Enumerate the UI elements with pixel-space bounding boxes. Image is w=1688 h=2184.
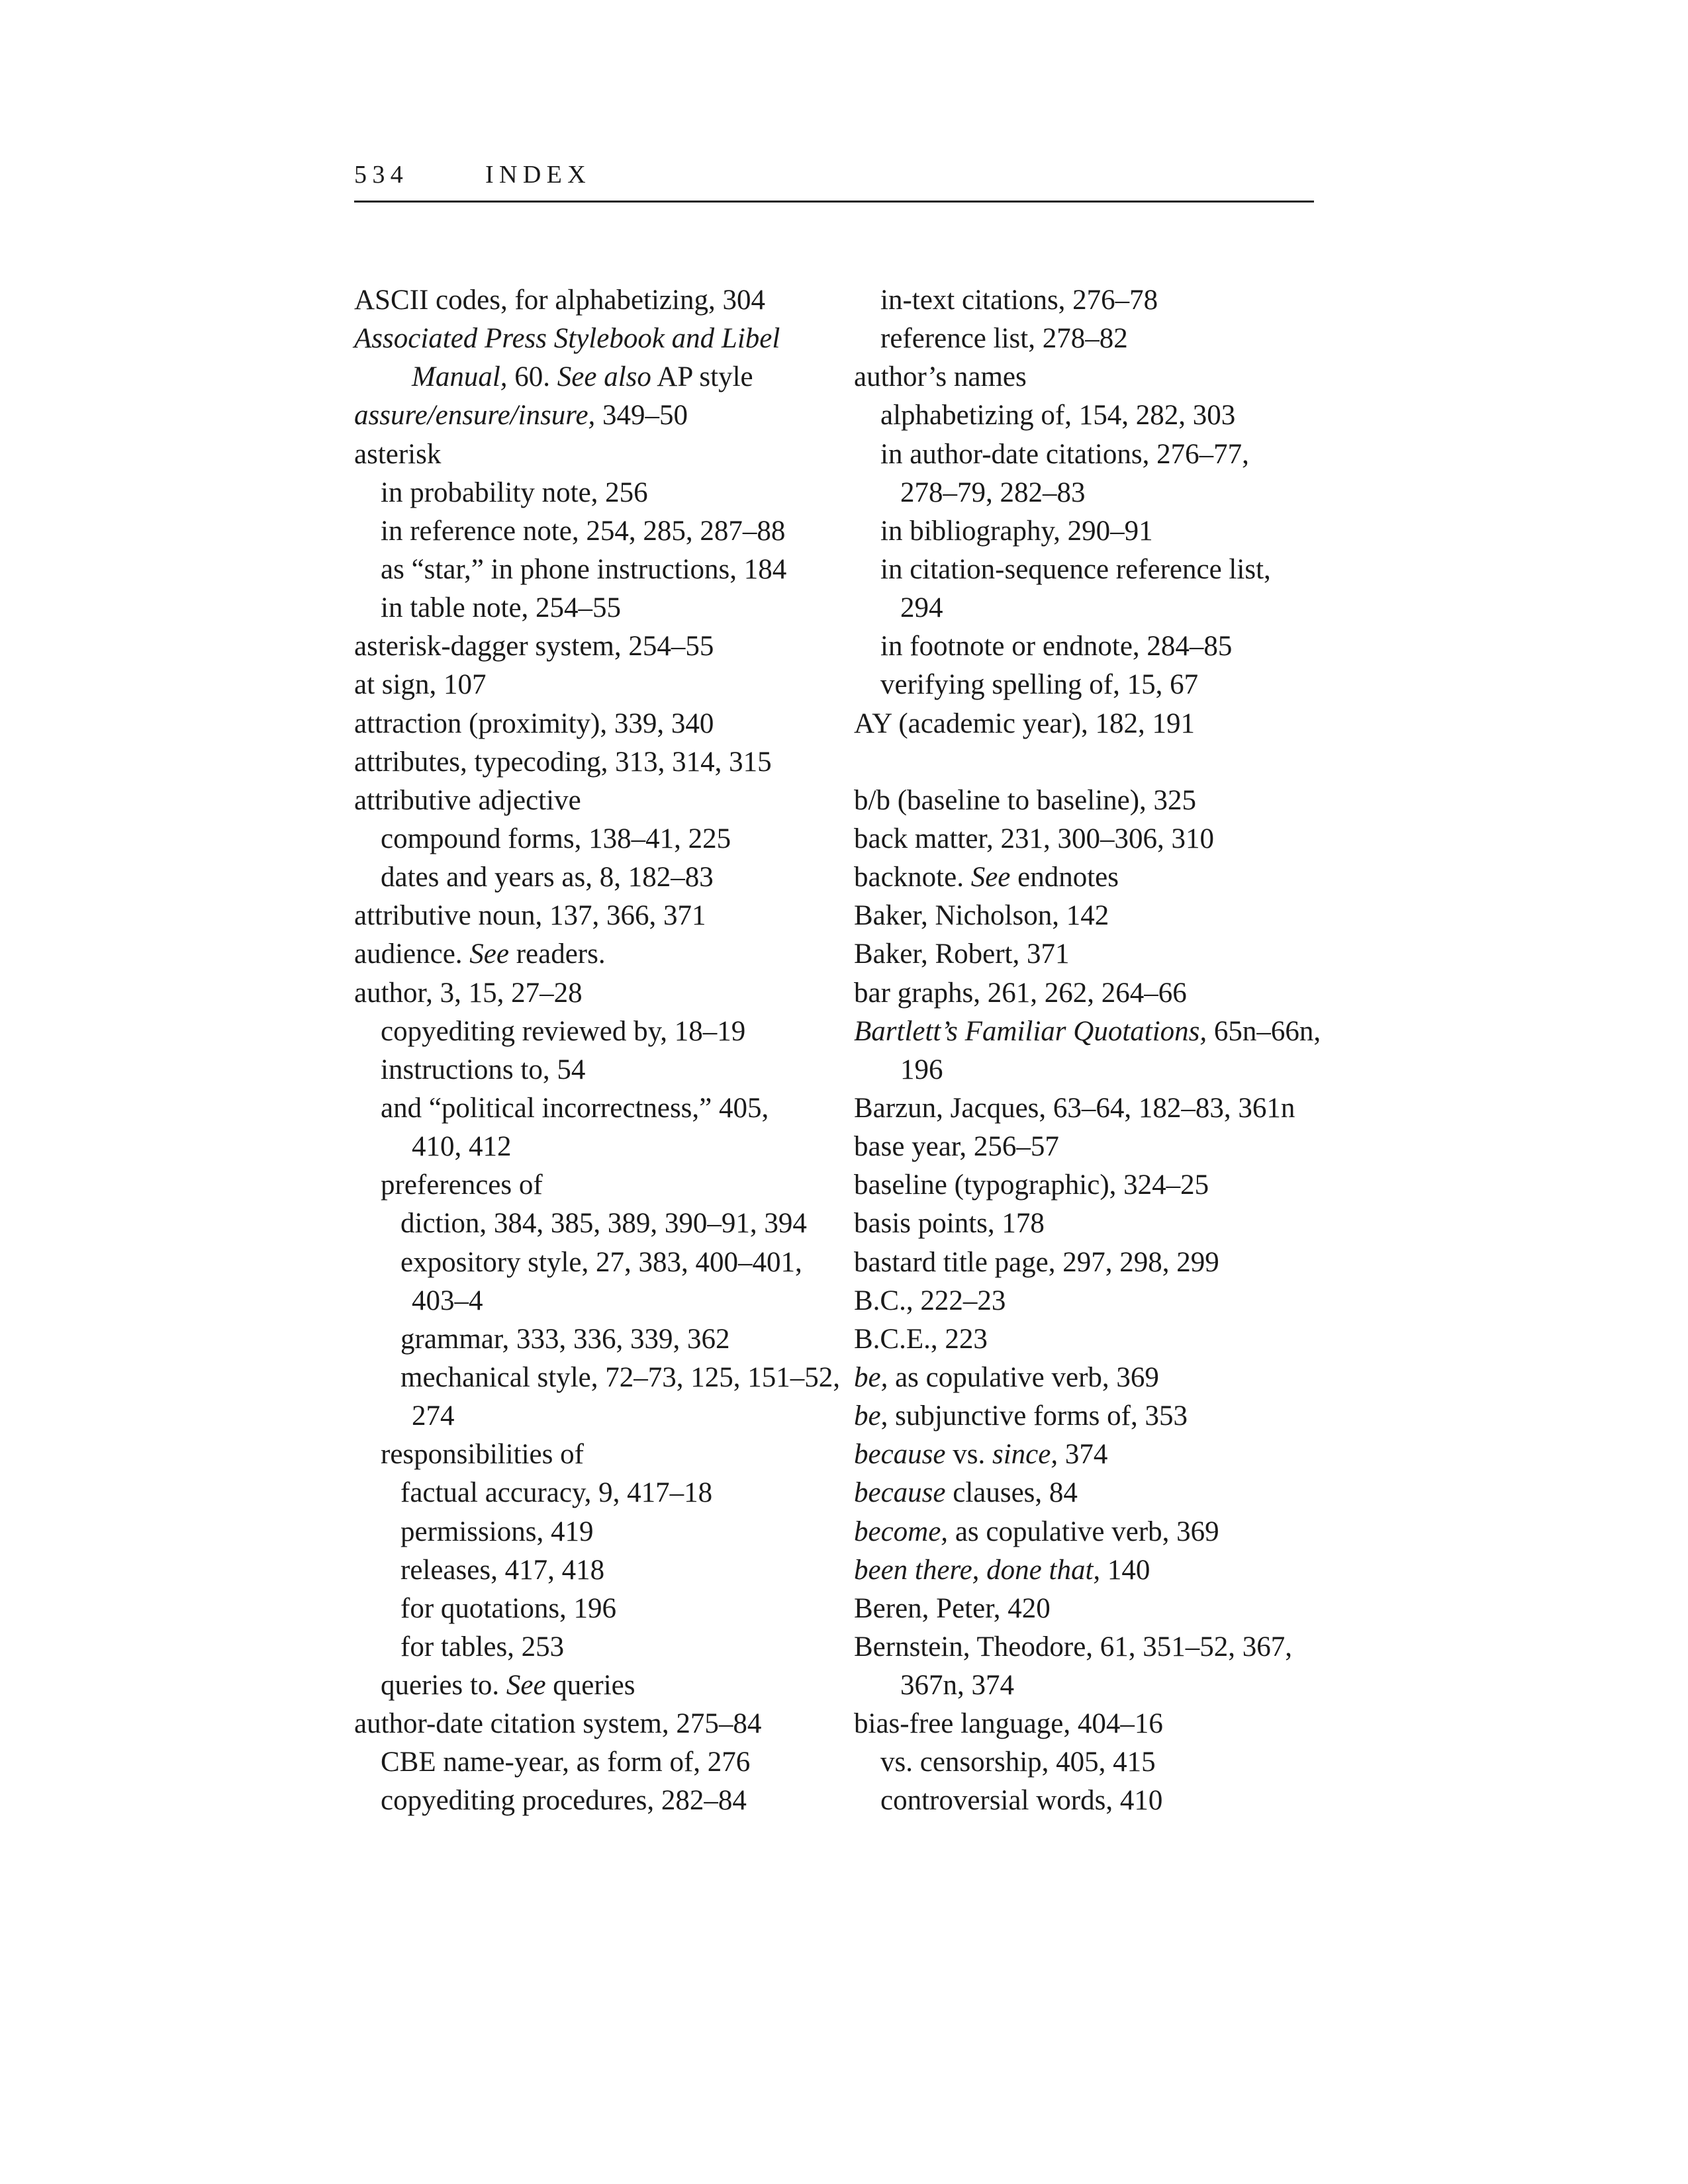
index-column-left — [354, 281, 840, 1821]
index-text: as copulative verb, 369 — [888, 1361, 1159, 1393]
index-text: 65n–66n, — [1207, 1015, 1321, 1047]
index-text: Baker, Nicholson, 142 — [854, 900, 1109, 932]
index-subentry — [354, 512, 840, 551]
index-entry — [854, 1551, 1321, 1590]
index-text: as copulative verb, 369 — [948, 1516, 1219, 1547]
index-text: grammar, 333, 336, 339, 362 — [400, 1323, 730, 1355]
index-text: responsibilities of — [381, 1439, 584, 1471]
index-entry — [354, 897, 840, 935]
index-entry — [854, 705, 1321, 743]
index-subentry — [354, 1474, 840, 1512]
index-subentry — [354, 1782, 840, 1820]
index-subentry — [354, 1590, 840, 1628]
index-text: See — [469, 938, 509, 970]
index-text: 140 — [1100, 1554, 1150, 1586]
index-text: copyediting reviewed by, 18–19 — [381, 1015, 746, 1047]
index-entry — [854, 1205, 1321, 1243]
index-text: attributes, typecoding, 313, 314, 315 — [354, 746, 772, 778]
index-entry — [854, 1513, 1321, 1551]
index-text: for quotations, 196 — [400, 1592, 617, 1624]
index-text: in bibliography, 290–91 — [880, 515, 1153, 547]
index-entry — [854, 974, 1321, 1013]
index-text: bias-free language, 404–16 — [854, 1708, 1163, 1740]
index-column-right — [854, 281, 1321, 1821]
index-entry — [854, 1089, 1321, 1128]
index-subentry — [354, 1282, 840, 1320]
index-text: queries — [545, 1670, 635, 1702]
index-text: because — [854, 1477, 946, 1509]
index-text: vs. — [945, 1439, 992, 1471]
index-text: Bartlett’s Familiar Quotations, — [854, 1015, 1207, 1047]
running-head — [354, 156, 1307, 193]
index-entry — [854, 1282, 1321, 1320]
index-text: factual accuracy, 9, 417–18 — [400, 1477, 713, 1509]
index-text: expository style, 27, 383, 400–401, — [400, 1246, 802, 1278]
index-text: releases, 417, 418 — [400, 1554, 605, 1586]
index-subentry — [354, 1089, 840, 1128]
index-text: be — [854, 1400, 881, 1432]
index-text: in author-date citations, 276–77, — [880, 438, 1249, 470]
index-text: in probability note, 256 — [381, 477, 648, 508]
index-text: asterisk — [354, 438, 442, 470]
index-subentry — [854, 512, 1321, 551]
index-text: 294 — [900, 592, 943, 624]
index-subentry — [354, 551, 840, 589]
index-text: Associated Press Stylebook and Libel — [354, 323, 780, 355]
index-entry — [354, 396, 840, 435]
index-text: vs. censorship, 405, 415 — [880, 1747, 1156, 1778]
index-subentry — [354, 589, 840, 627]
index-text: ASCII codes, for alphabetizing, 304 — [354, 285, 765, 316]
index-entry — [354, 320, 840, 358]
index-text: assure/ensure/insure, — [354, 400, 596, 432]
index-text: preferences of — [381, 1169, 543, 1201]
index-text: Bernstein, Theodore, 61, 351–52, 367, — [854, 1631, 1293, 1662]
index-text: author-date citation system, 275–84 — [354, 1708, 762, 1740]
index-text: attributive adjective — [354, 784, 581, 816]
index-entry — [854, 897, 1321, 935]
index-entry — [854, 1013, 1321, 1051]
index-text: AP style — [651, 361, 753, 393]
index-text: baseline (typographic), 324–25 — [854, 1169, 1209, 1201]
index-text: in reference note, 254, 285, 287–88 — [381, 515, 786, 547]
index-text: clauses, 84 — [945, 1477, 1078, 1509]
index-subentry — [854, 666, 1321, 704]
index-text: in table note, 254–55 — [381, 592, 622, 624]
index-entry — [854, 1628, 1321, 1666]
index-text: compound forms, 138–41, 225 — [381, 823, 731, 854]
index-text: 349–50 — [595, 400, 688, 432]
index-subentry — [854, 1782, 1321, 1820]
index-entry — [854, 1320, 1321, 1359]
index-text: controversial words, 410 — [880, 1785, 1163, 1817]
index-subentry — [354, 820, 840, 858]
index-text: 410, 412 — [412, 1131, 512, 1163]
index-entry — [854, 1397, 1321, 1435]
index-text: bar graphs, 261, 262, 264–66 — [854, 977, 1187, 1009]
index-text: permissions, 419 — [400, 1516, 594, 1547]
index-subentry — [854, 281, 1321, 320]
index-text: in footnote or endnote, 284–85 — [880, 631, 1233, 662]
section-title: INDEX — [485, 161, 591, 189]
index-subentry — [354, 1628, 840, 1666]
index-text: 60. — [507, 361, 557, 393]
index-subentry — [354, 1513, 840, 1551]
index-entry — [854, 358, 1321, 396]
index-text: and “political incorrectness,” 405, — [381, 1092, 769, 1124]
index-text: back matter, 231, 300–306, 310 — [854, 823, 1215, 854]
index-subentry — [354, 1551, 840, 1590]
index-entry — [854, 1705, 1321, 1743]
index-entry — [354, 666, 840, 704]
index-entry — [354, 705, 840, 743]
index-subentry — [354, 1128, 840, 1166]
index-entry — [854, 782, 1321, 820]
index-text: diction, 384, 385, 389, 390–91, 394 — [400, 1208, 807, 1240]
index-subentry — [354, 1666, 840, 1705]
index-entry — [854, 1166, 1321, 1205]
index-text: Manual, — [412, 361, 508, 393]
index-subentry — [854, 1743, 1321, 1782]
index-text: 403–4 — [412, 1285, 483, 1316]
index-subentry — [854, 1051, 1321, 1089]
index-subentry — [354, 1051, 840, 1089]
index-text: dates and years as, 8, 182–83 — [381, 862, 714, 893]
index-text: 367n, 374 — [900, 1670, 1014, 1702]
header-rule — [354, 201, 1314, 203]
index-entry — [354, 1705, 840, 1743]
index-text: AY (academic year), 182, 191 — [854, 707, 1196, 739]
index-entry — [354, 627, 840, 666]
index-subentry — [854, 1666, 1321, 1705]
index-subentry — [354, 1166, 840, 1205]
index-subentry — [854, 435, 1321, 474]
index-text: in citation-sequence reference list, — [880, 553, 1271, 585]
index-text: 278–79, 282–83 — [900, 477, 1086, 508]
index-entry — [854, 820, 1321, 858]
index-subentry — [854, 474, 1321, 512]
index-text: B.C.E., 223 — [854, 1323, 988, 1355]
index-text: readers. — [508, 938, 606, 970]
index-text: endnotes — [1010, 862, 1119, 893]
index-subentry — [354, 858, 840, 897]
index-text: in-text citations, 276–78 — [880, 285, 1158, 316]
index-entry — [354, 281, 840, 320]
index-subentry — [354, 1743, 840, 1782]
index-text: attraction (proximity), 339, 340 — [354, 707, 714, 739]
index-text: B.C., 222–23 — [854, 1285, 1006, 1316]
index-subentry — [354, 1435, 840, 1474]
index-entry — [854, 1128, 1321, 1166]
index-entry — [854, 1435, 1321, 1474]
index-text: at sign, 107 — [354, 669, 487, 701]
index-text: 374 — [1058, 1439, 1108, 1471]
index-subentry — [854, 589, 1321, 627]
index-entry — [854, 1244, 1321, 1282]
index-subentry — [854, 551, 1321, 589]
index-text: Baker, Robert, 371 — [854, 938, 1070, 970]
index-text: queries to. — [381, 1670, 506, 1702]
index-spacer — [854, 743, 1321, 782]
index-text: 274 — [412, 1400, 455, 1432]
index-text: CBE name-year, as form of, 276 — [381, 1747, 751, 1778]
index-text: reference list, 278–82 — [880, 323, 1128, 355]
index-subentry — [354, 1244, 840, 1282]
index-text: audience. — [354, 938, 470, 970]
index-text: Barzun, Jacques, 63–64, 182–83, 361n — [854, 1092, 1295, 1124]
index-text: verifying spelling of, 15, 67 — [880, 669, 1199, 701]
index-entry — [854, 935, 1321, 974]
index-text: See — [970, 862, 1011, 893]
index-text: author’s names — [854, 361, 1027, 393]
index-subentry — [854, 320, 1321, 358]
index-subentry — [854, 627, 1321, 666]
index-text: because — [854, 1439, 946, 1471]
index-subentry — [354, 358, 840, 396]
index-text: mechanical style, 72–73, 125, 151–52, — [400, 1361, 840, 1393]
index-text: , subjunctive forms of, 353 — [880, 1400, 1188, 1432]
index-entry — [354, 782, 840, 820]
index-text: been there, done that, — [854, 1554, 1101, 1586]
index-text: since, — [992, 1439, 1058, 1471]
index-entry — [854, 1590, 1321, 1628]
index-text: instructions to, 54 — [381, 1054, 586, 1085]
index-text: See also — [557, 361, 651, 393]
index-text: be, — [854, 1361, 888, 1393]
index-text: 196 — [900, 1054, 943, 1085]
index-entry — [854, 1474, 1321, 1512]
index-text: for tables, 253 — [400, 1631, 565, 1662]
index-text: b/b (baseline to baseline), 325 — [854, 784, 1197, 816]
index-text: bastard title page, 297, 298, 299 — [854, 1246, 1219, 1278]
index-entry — [354, 435, 840, 474]
index-subentry — [354, 1359, 840, 1397]
index-entry — [354, 743, 840, 782]
index-text: as “star,” in phone instructions, 184 — [381, 553, 787, 585]
index-text: base year, 256–57 — [854, 1131, 1059, 1163]
page-number: 534 — [354, 161, 409, 189]
index-text: basis points, 178 — [854, 1208, 1045, 1240]
index-entry — [854, 1359, 1321, 1397]
index-text: copyediting procedures, 282–84 — [381, 1785, 747, 1817]
index-text: author, 3, 15, 27–28 — [354, 977, 583, 1009]
index-subentry — [854, 396, 1321, 435]
index-subentry — [354, 1320, 840, 1359]
index-entry — [854, 858, 1321, 897]
index-text: Beren, Peter, 420 — [854, 1592, 1051, 1624]
index-text: become, — [854, 1516, 949, 1547]
index-entry — [354, 935, 840, 974]
index-text: alphabetizing of, 154, 282, 303 — [880, 400, 1236, 432]
index-text: backnote. — [854, 862, 971, 893]
index-text: asterisk-dagger system, 254–55 — [354, 631, 714, 662]
index-subentry — [354, 1013, 840, 1051]
index-subentry — [354, 1397, 840, 1435]
index-subentry — [354, 1205, 840, 1243]
index-text: See — [506, 1670, 546, 1702]
index-text: attributive noun, 137, 366, 371 — [354, 900, 706, 932]
index-subentry — [354, 474, 840, 512]
index-entry — [354, 974, 840, 1013]
